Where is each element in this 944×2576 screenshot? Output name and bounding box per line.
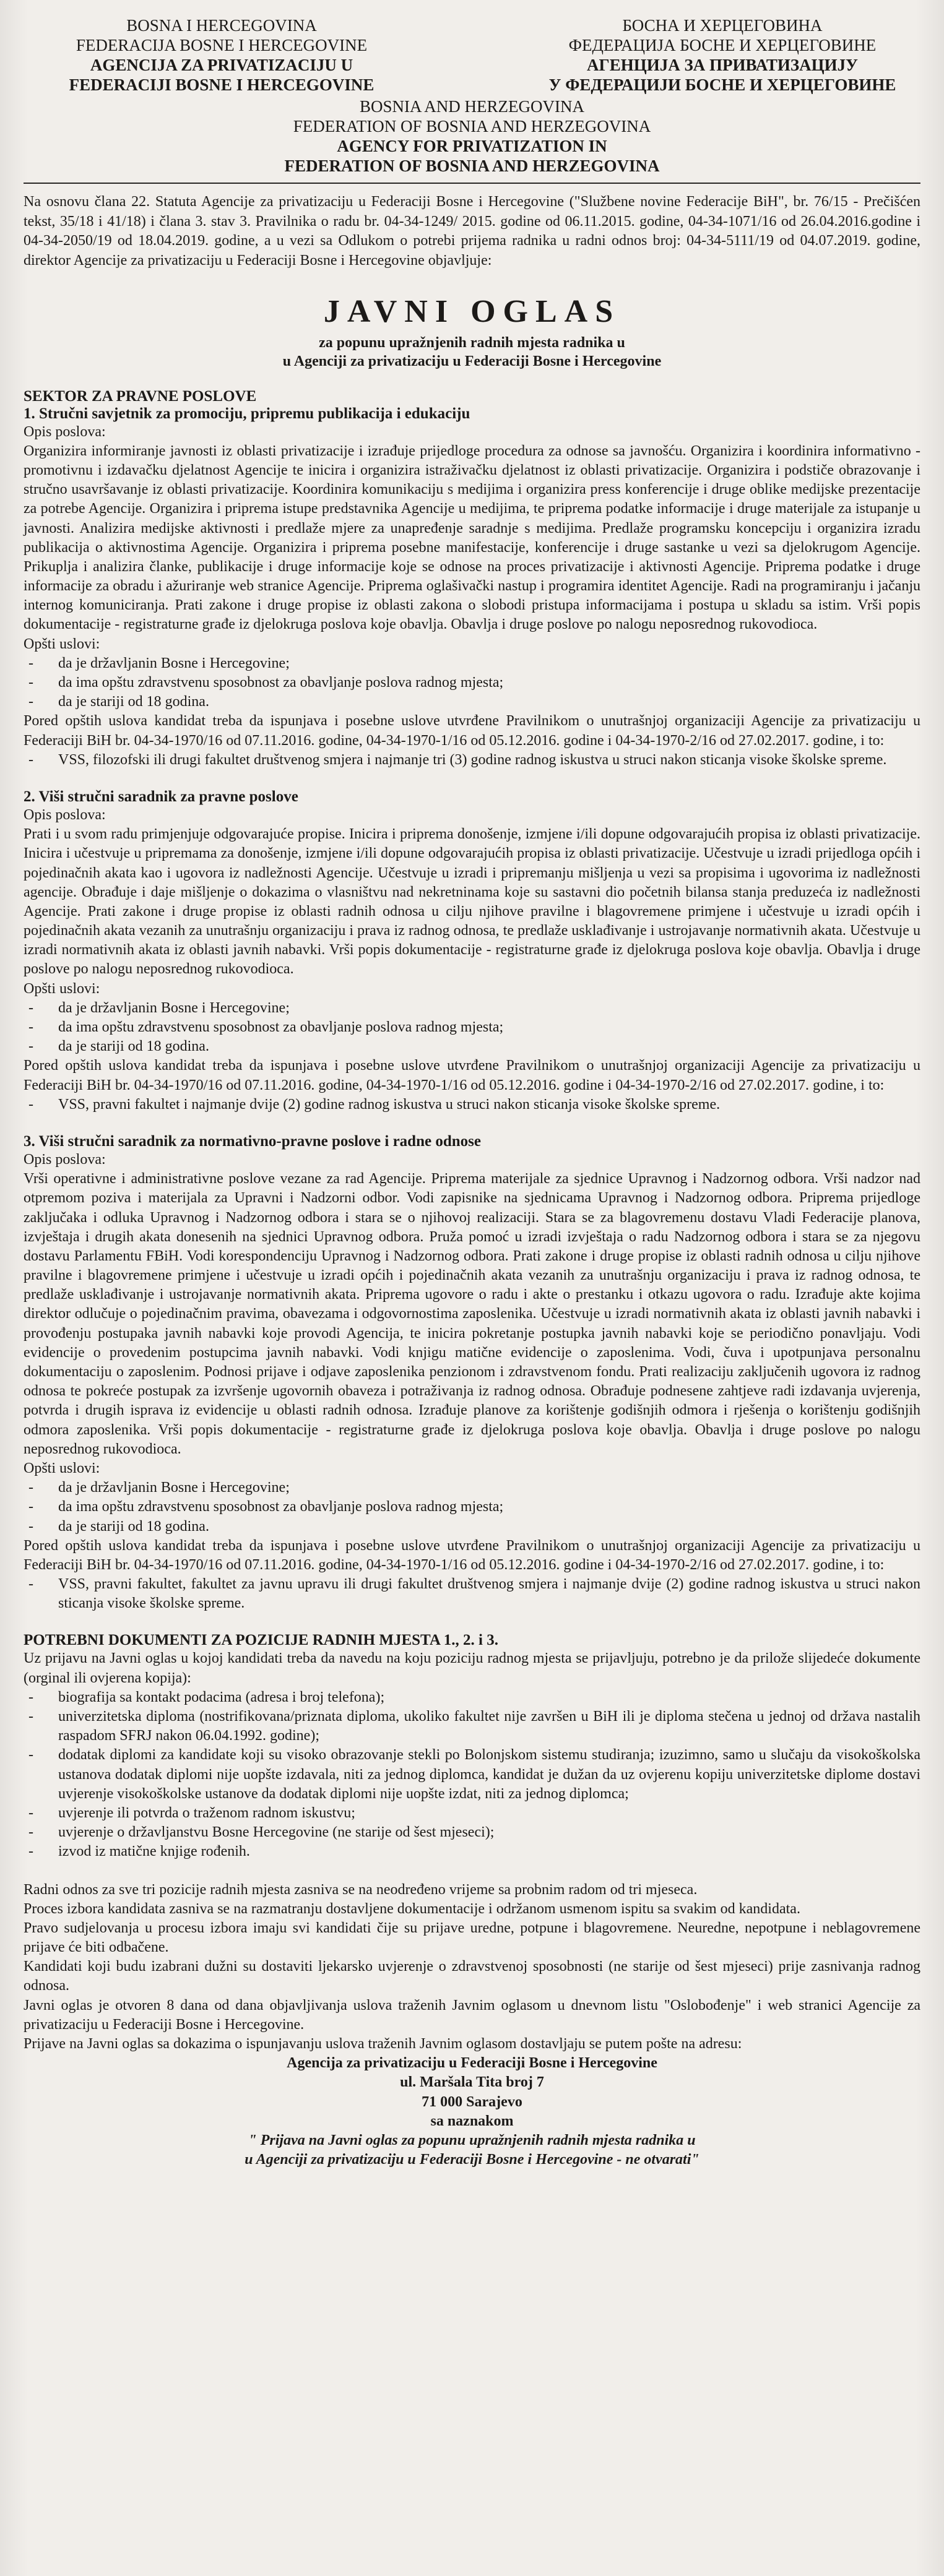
notice-subtitle — [24, 334, 920, 371]
description-label: Opis poslova: — [24, 423, 106, 440]
address-line: Agencija za privatizaciju u Federaciji Bosne i Hercegovine — [287, 2055, 657, 2072]
documents-heading: POTREBNI DOKUMENTI ZA POZICIJE RADNIH MJESTA 1., 2. i 3. — [24, 1632, 498, 1649]
position-1 — [24, 405, 920, 770]
envelope-note-line: u Agenciji za privatizaciju u Federaciji Bosne i Hercegovine - ne otvarati" — [245, 2152, 699, 2168]
header-left-line: BOSNA I HERCEGOVINA — [126, 16, 317, 35]
header-left — [24, 16, 420, 95]
list-item: - univerzitetska diploma (nostrifikovana/priznata diploma, ukoliko fakultet nije završen u BiH ili je diploma stečena u jednoj od država nastalih raspadom SFRJ nakon 06.04.1992. godine); — [28, 1708, 920, 1744]
list-item: - da je stariji od 18 godina. — [28, 1038, 209, 1055]
list-item: - VSS, pravni fakultet, fakultet za javnu upravu ili drugi fakultet društvenog smjera i najmanje dvije (2) godine radnog iskustva u struci nakon sticanja visoke školske spreme. — [28, 1576, 920, 1612]
description-text: Vrši operativne i administrativne poslove vezane za rad Agencije. Priprema materijale za sjednice Upravnog i Nadzornog odbora. Vrši nadzor nad otpremom poziva i materijala za Upravni i Nadzorni odbor. Vodi zapisnike na sjednicama Upravnog i Nadzornog odbora. Priprema prijedloge zaključaka i odluka Upravnog i Nadzornog odbora i stara se o njihovoj realizaciji. Stara se za blagovremenu dostavu Vladi Federacije planova, izvještaja i drugih akata donesenih na sjednici Upravnog odbora. Pruža pomoć u izradi izvještaja o radu Nadzornog odbora i stara se za njegovu dostavu Parlamentu FBiH. Vodi korespondenciju Upravnog i Nadzornog odbora. Prati zakone i druge propise iz oblasti radnih odnosa u cilju njihove pravilne i blagovremene primjene i učestvuje u izradi općih i pojedinačnih akata vezanih za unutrašnju organizaciju i prava iz radnog odnosa, te predlaže usklađivanje i ustrojavanje normativnih akata. Priprema ugovore o radu i akte o prestanku i otkazu ugovora o radu. Izrađuje akte kojima direktor odlučuje o pojedinačnim pravima, obavezama i odgovornostima zaposlenika. Učestvuje u izradi normativnih akata iz oblasti javnih nabavki i provođenju postupaka javnih nabavki koje provodi Agencija, te inicira pokretanje postupka javnih nabavki koje se periodično ponavljaju. Vodi evidencije o provedenim postupcima javnih nabavki. Vodi knjigu matične evidencije o zaposlenima. Vodi, čuva i upotpunjava personalnu dokumentaciju o zaposlenim. Podnosi prijave i odjave zaposlenika penzionom i zdravstvenom fondu. Prati realizaciju zaključenih ugovora iz radnog odnosa te pokreće postupak za izvršenje ugovornih obaveza i potraživanja iz radnog odnosa. Obrađuje podnesene zahtjeve radi izdavanja uvjerenja, potvrda i drugih isprava iz evidencije u oblasti radnih odnosa. Izrađuje planove za korištenje godišnjih odmora i rješenja o korištenju godišnjih odmora zaposlenika. Vrši popis dokumentacije - registraturne građe iz djelokruga poslova koje obavlja. Obavlja i druge poslove po nalogu neposrednog rukovodioca. — [24, 1171, 920, 1457]
documents-intro: Uz prijavu na Javni oglas u kojoj kandidati treba da navedu na koju poziciju radnog mjesta se prijavljuju, potrebno je da prilože slijedeće dokumente (orginal ili ovjerena kopija): — [24, 1650, 920, 1686]
list-item: - da ima opštu zdravstvenu sposobnost za obavljanje poslova radnog mjesta; — [28, 674, 504, 691]
header-center-line: FEDERATION OF BOSNIA AND HERZEGOVINA — [293, 117, 651, 136]
notice-title: JAVNI OGLAS — [323, 293, 621, 329]
list-item: - uvjerenje o državljanstvu Bosne Hercegovine (ne starije od šest mjeseci); — [28, 1824, 495, 1841]
position-2 — [24, 788, 920, 1114]
special-conditions: Pored opštih uslova kandidat treba da ispunjava i posebne uslove utvrđene Pravilnikom o unutrašnjoj organizaciji Agencije za privatizaciju u Federaciji BiH br. 04-34-1970/16 od 07.11.2016. godine, 04-34-1970-1/16 od 05.12.2016. godine i 04-34-1970-2/16 od 27.02.2017. godine, i to: — [24, 1537, 920, 1573]
conditions-list — [24, 999, 920, 1057]
note-paragraph: Kandidati koji budu izabrani dužni su dostaviti ljekarsko uvjerenje o zdravstvenoj sposobnosti (ne starije od šest mjeseci) prije zasnivanja radnog odnosa. — [24, 1958, 920, 1994]
mailing-address — [24, 2054, 920, 2169]
header-left-line: AGENCIJA ZA PRIVATIZACIJU U — [90, 55, 353, 74]
header-left-line: FEDERACIJA BOSNE I HERCEGOVINE — [76, 35, 368, 54]
conditions-list — [24, 1478, 920, 1536]
qualification-list — [24, 751, 920, 770]
header-center-line: FEDERATION OF BOSNIA AND HERZEGOVINA — [284, 157, 660, 176]
header-right-line: АГЕНЦИЈА ЗА ПРИВАТИЗАЦИЈУ — [587, 55, 858, 74]
list-item: - da je državljanin Bosne i Hercegovine; — [28, 655, 290, 671]
subtitle-line: za popunu upražnjenih radnih mjesta radnika u — [319, 334, 625, 351]
list-item: - dodatak diplomi za kandidate koji su visoko obrazovanje stekli po Bolonjskom sistemu studiranja; izuzimno, samo u slučaju da visokoškolska ustanova dodatak diplomi nije uopšte izdavala, niti za jednog diplomca, kandidat je dužan da uz ovjerenu kopiju univerzitetske diplome dostavi uvjerenje visokoškolske ustanove da dodatak diplomi nije uopšte izdat, niti za jednog diplomca; — [28, 1747, 920, 1802]
position-title: 3. Viši stručni saradnik za normativno-pravne poslove i radne odnose — [24, 1132, 481, 1150]
list-item: - da ima opštu zdravstvenu sposobnost za obavljanje poslova radnog mjesta; — [28, 1499, 504, 1515]
subtitle-line: u Agenciji za privatizaciju u Federaciji Bosne i Hercegovine — [282, 353, 662, 369]
list-item: - da je državljanin Bosne i Hercegovine; — [28, 999, 290, 1016]
header-center-line: AGENCY FOR PRIVATIZATION IN — [337, 137, 607, 156]
documents-list — [24, 1688, 920, 1862]
list-item: - VSS, filozofski ili drugi fakultet društvenog smjera i najmanje tri (3) godine radnog iskustva u struci nakon sticanja visoke školske spreme. — [28, 751, 887, 768]
address-line: sa naznakom — [430, 2113, 514, 2129]
list-item: - izvod iz matične knjige rođenih. — [28, 1843, 250, 1860]
required-documents — [24, 1632, 920, 1861]
description-text: Organizira informiranje javnosti iz oblasti privatizacije i izrađuje prijedloge procedura za odnose sa javnošću. Organizira i koordinira informativno - promotivnu i izdavačku djelatnost Agencije te inicira i organizira istraživačku djelatnost iz oblasti privatizacije. Organizira i podstiče obrazovanje i stručno usavršavanje iz oblasti privatizacije. Koordinira komunikaciju s medijima i organizira press konferencije i druge oblike medijske prezentacije za potrebe Agencije. Organizira i priprema istupe predstavnika Agencije u medijima, te priprema podatke informacije i druge materijale za istupanje u javnosti. Analizira medijske aktivnosti i predlaže mjere za unapređenje saradnje s medijima. Predlaže programsku koncepciju i organizira izradu publikacija o aktivnostima Agencije. Organizira i priprema posebne manifestacije, konferencije i druge sastanke u vezi sa djelokrugom Agencije. Prikuplja i analizira članke, publikacije i druge informacije koje se odnose na proces privatizacije i aktivnosti Agencije. Priprema podatke i druge informacije za obradu i ažuriranje web stranice Agencije. Priprema oglašivački nastup i programira identitet Agencije. Radi na programiranju i jačanju internog komuniciranja. Prati zakone i druge propise iz oblasti zakona o slobodi pristupa informacijama i postupa u skladu sa istim. Vrši popis dokumentacije - registraturne građe iz djelokruga poslova koje obavlja. Obavlja i druge poslove po nalogu neposrednog rukovodioca. — [24, 442, 920, 633]
list-item: - da je državljanin Bosne i Hercegovine; — [28, 1480, 290, 1496]
address-line: 71 000 Sarajevo — [422, 2093, 522, 2110]
conditions-label: Opšti uslovi: — [24, 1460, 100, 1476]
header-bilingual — [24, 16, 920, 95]
description-label: Opis poslova: — [24, 806, 106, 823]
header-left-line: FEDERACIJI BOSNE I HERCEGOVINE — [69, 75, 375, 94]
header-center — [24, 97, 920, 176]
header-right-line: У ФЕДЕРАЦИЈИ БОСНЕ И ХЕРЦЕГОВИНЕ — [548, 75, 896, 94]
conditions-list — [24, 654, 920, 712]
general-notes — [24, 1880, 920, 2054]
sector-heading: SEKTOR ZA PRAVNE POSLOVE — [24, 387, 257, 405]
qualification-list — [24, 1575, 920, 1613]
header-center-line: BOSNIA AND HERZEGOVINA — [360, 97, 584, 116]
special-conditions: Pored opštih uslova kandidat treba da ispunjava i posebne uslove utvrđene Pravilnikom o unutrašnjoj organizaciji Agencije za privatizaciju u Federaciji BiH br. 04-34-1970/16 od 07.11.2016. godine, 04-34-1970-1/16 od 05.12.2016. godine i 04-34-1970-2/16 od 27.02.2017. godine, i to: — [24, 1058, 920, 1093]
list-item: - da je stariji od 18 godina. — [28, 1518, 209, 1535]
envelope-note-line: " Prijava na Javni oglas za popunu upražnjenih radnih mjesta radnika u — [248, 2132, 696, 2148]
position-3 — [24, 1133, 920, 1614]
qualification-list — [24, 1095, 920, 1114]
note-paragraph: Pravo sudjelovanja u procesu izbora imaju svi kandidati čije su prijave uredne, potpune i blagovremene. Neuredne, nepotpune i neblagovremene prijave će biti odbačene. — [24, 1919, 920, 1956]
intro-paragraph: Na osnovu člana 22. Statuta Agencije za privatizaciju u Federaciji Bosne i Hercegovine ("Službene novine Federacije BiH", br. 76/15 - Prečišćen tekst, 35/18 i 41/18) i člana 3. stav 3. Pravilnika o radu br. 04-34-1249/ 2015. godine od 06.11.2015. godine, 04-34-1071/16 od 26.04.2016.godine i 04-34-2050/19 od 18.04.2019. godine, a u vezi sa Odlukom o potrebi prijema radnika u radni odnos broj: 04-34-5111/19 od 04.07.2019. godine, direktor Agencije za privatizaciju u Federaciji Bosne i Hercegovine objavljuje: — [24, 193, 920, 269]
note-paragraph: Proces izbora kandidata zasniva se na razmatranju dostavljene dokumentacije i održanom usmenom ispitu sa svakim od kandidata. — [24, 1900, 800, 1917]
address-line: ul. Maršala Tita broj 7 — [400, 2074, 544, 2091]
note-paragraph: Radni odnos za sve tri pozicije radnih mjesta zasniva se na neodređeno vrijeme sa probnim radom od tri mjeseca. — [24, 1881, 698, 1898]
header-right — [524, 16, 920, 95]
conditions-label: Opšti uslovi: — [24, 635, 100, 652]
list-item: - biografija sa kontakt podacima (adresa i broj telefona); — [28, 1689, 385, 1705]
header-right-line: БОСНА И ХЕРЦЕГОВИНА — [622, 16, 823, 35]
special-conditions: Pored opštih uslova kandidat treba da ispunjava i posebne uslove utvrđene Pravilnikom o unutrašnjoj organizaciji Agencije za privatizaciju u Federaciji BiH br. 04-34-1970/16 od 07.11.2016. godine, 04-34-1970-1/16 od 05.12.2016. godine i 04-34-1970-2/16 od 27.02.2017. godine, i to: — [24, 713, 920, 749]
note-paragraph: Javni oglas je otvoren 8 dana od dana objavljivanja uslova traženih Javnim oglasom u dnevnom listu "Oslobođenje" i web stranici Agencije za privatizaciju u Federaciji Bosne i Hercegovine. — [24, 1997, 920, 2033]
list-item: - da ima opštu zdravstvenu sposobnost za obavljanje poslova radnog mjesta; — [28, 1019, 504, 1035]
position-title: 1. Stručni savjetnik za promociju, pripremu publikacija i edukaciju — [24, 405, 470, 422]
header-right-line: ФЕДЕРАЦИЈА БОСНЕ И ХЕРЦЕГОВИНЕ — [568, 35, 877, 54]
header-divider — [24, 183, 920, 184]
conditions-label: Opšti uslovi: — [24, 980, 100, 997]
description-label: Opis poslova: — [24, 1151, 106, 1168]
list-item: - da je stariji od 18 godina. — [28, 694, 209, 710]
position-title: 2. Viši stručni saradnik za pravne poslove — [24, 788, 298, 805]
list-item: - VSS, pravni fakultet i najmanje dvije (2) godine radnog iskustva u struci nakon sticanja visoke školske spreme. — [28, 1096, 721, 1113]
note-paragraph: Prijave na Javni oglas sa dokazima o ispunjavanju uslova traženih Javnim oglasom dostavljaju se putem pošte na adresu: — [24, 2036, 742, 2052]
list-item: - uvjerenje ili potvrda o traženom radnom iskustvu; — [28, 1804, 355, 1821]
description-text: Prati i u svom radu primjenjuje odgovarajuće propise. Inicira i priprema donošenje, izmjene i/ili dopune odgovarajućih propisa iz oblasti privatizacije. Inicira i učestvuje u pripremama za donošenje, izmjene i/ili dopune odgovarajućih propisa iz oblasti privatizacije. Učestvuje u izradi prijedloga općih i pojedinačnih akata kao i ugovora iz nadležnosti Agencije. Učestvuje u izradi i pripremanju mišljenja u vezi sa propisima i ugovorima iz nadležnosti agencije. Obrađuje i daje mišljenje o dokazima o vlasništvu nad nekretninama koje su sastavni dio početnih bilansa stanja preduzeća iz nadležnosti Agencije. Prati zakone i druge propise iz oblasti radnih odnosa u cilju njihove pravilne i blagovremene primjene i učestvuje u izradi općih i pojedinačnih akata vezanih za unutrašnju organizaciju i prava iz radnog odnosa, te predlaže usklađivanje i ustrojavanje normativnih akata. Učestvuje u izradi normativnih akata iz oblasti javnih nabavki. Vrši popis dokumentacije - registraturne građe iz djelokruga poslova koje obavlja. Obavlja i druge poslove po nalogu neposrednog rukovodioca. — [24, 826, 920, 978]
